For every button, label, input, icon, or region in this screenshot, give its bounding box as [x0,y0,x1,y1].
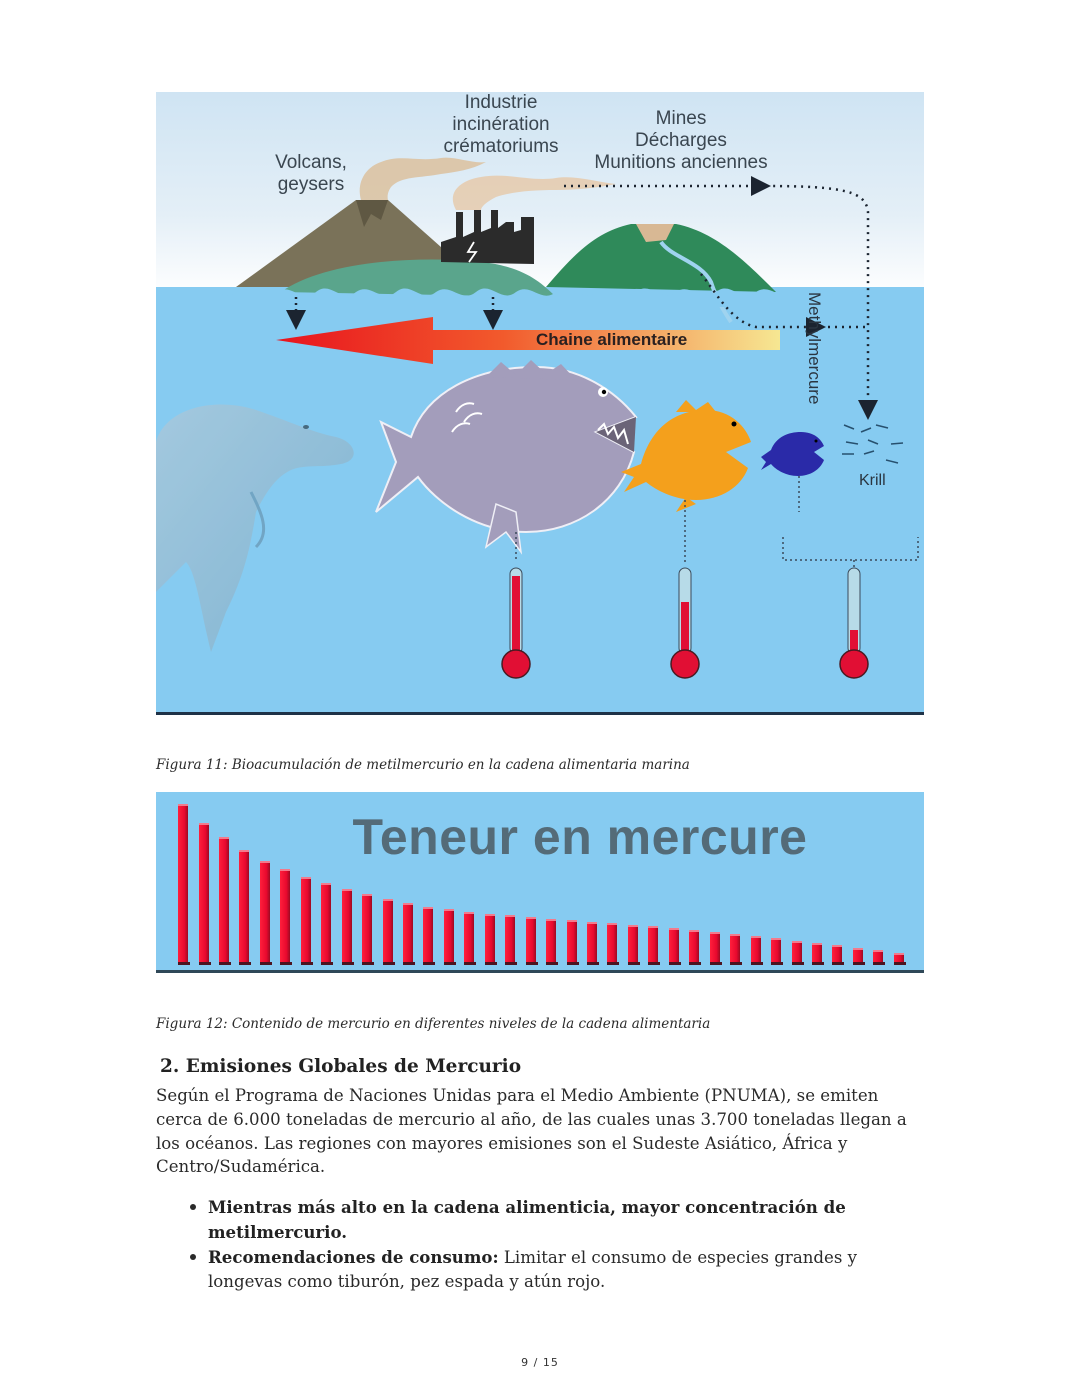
bullet-dot-icon [190,1204,196,1210]
chart-bar [832,945,842,962]
chart-bar [853,948,863,962]
chart-bar [812,943,822,962]
section-heading: 2. Emisiones Globales de Mercurio [160,1056,522,1077]
bullet-item: Mientras más alto en la cadena alimenticia, mayor concentración de metilmercurio. [156,1195,876,1245]
chart-bar [362,894,372,962]
chart-bar [342,889,352,962]
chart-bar [771,938,781,962]
chart-bar [689,930,699,962]
chart-bar [280,869,290,962]
label-methylmercure: Methylmercure [805,292,824,405]
bullet-dot-icon [190,1254,196,1260]
chart-bar [873,950,883,962]
chart-bar [321,883,331,962]
label-krill: Krill [859,472,886,489]
page-number: 9 / 15 [521,1356,559,1369]
chart-bar [587,922,597,962]
chart-bar [505,915,515,962]
figure-11-caption: Figura 11: Bioacumulación de metilmercurio en la cadena alimentaria marina [156,757,690,773]
chart-bar [730,934,740,962]
chart-bar [894,953,904,962]
chart-bar [178,804,188,962]
chart-bar [383,899,393,962]
figure-12-mercury-content-chart [156,792,924,972]
label-volcans: Volcans, geysers [275,152,347,195]
chart-bar [526,917,536,962]
chart-bar [239,850,249,962]
chart-bar [444,909,454,962]
chart-bar [628,925,638,962]
chart-bar [464,912,474,962]
label-industrie: Industrie incinération crématoriums [443,92,559,157]
chart-bar [792,941,802,962]
chart-title: Teneur en mercure [352,809,808,865]
bullet-list [156,1195,876,1294]
chart-bar [301,877,311,962]
chart-bar [260,861,270,962]
chart-bar [607,923,617,962]
figure-12-caption: Figura 12: Contenido de mercurio en diferentes niveles de la cadena alimentaria [156,1016,711,1032]
chart-bar [485,914,495,962]
chart-bar [567,920,577,962]
chart-bar [199,823,209,962]
bullet-item: Recomendaciones de consumo: Limitar el consumo de especies grandes y longevas como tiburón, pez espada y atún rojo. [156,1245,876,1294]
figure-11-border [156,712,924,715]
chart-bar [669,928,679,962]
chart-bar [546,919,556,962]
chart-bar [423,907,433,962]
chart-bar [648,926,658,962]
label-chaine-alimentaire: Chaine alimentaire [536,330,688,349]
chart-bar [751,936,761,962]
figure-11-bioaccumulation-diagram [156,92,924,714]
section-paragraph: Según el Programa de Naciones Unidas para el Medio Ambiente (PNUMA), se emiten cerca de 6.000 toneladas de mercurio al año, de las cuales unas 3.700 toneladas llegan a los océanos. Las regiones con mayores emisiones son el Sudeste Asiático, África y Centro/Sudamérica. [156,1086,907,1177]
figure-12-baseline [156,970,924,973]
chart-bar [219,837,229,962]
label-mines: Mines Décharges Munitions anciennes [594,108,768,173]
chart-bar [710,932,720,962]
chart-bar [403,903,413,962]
